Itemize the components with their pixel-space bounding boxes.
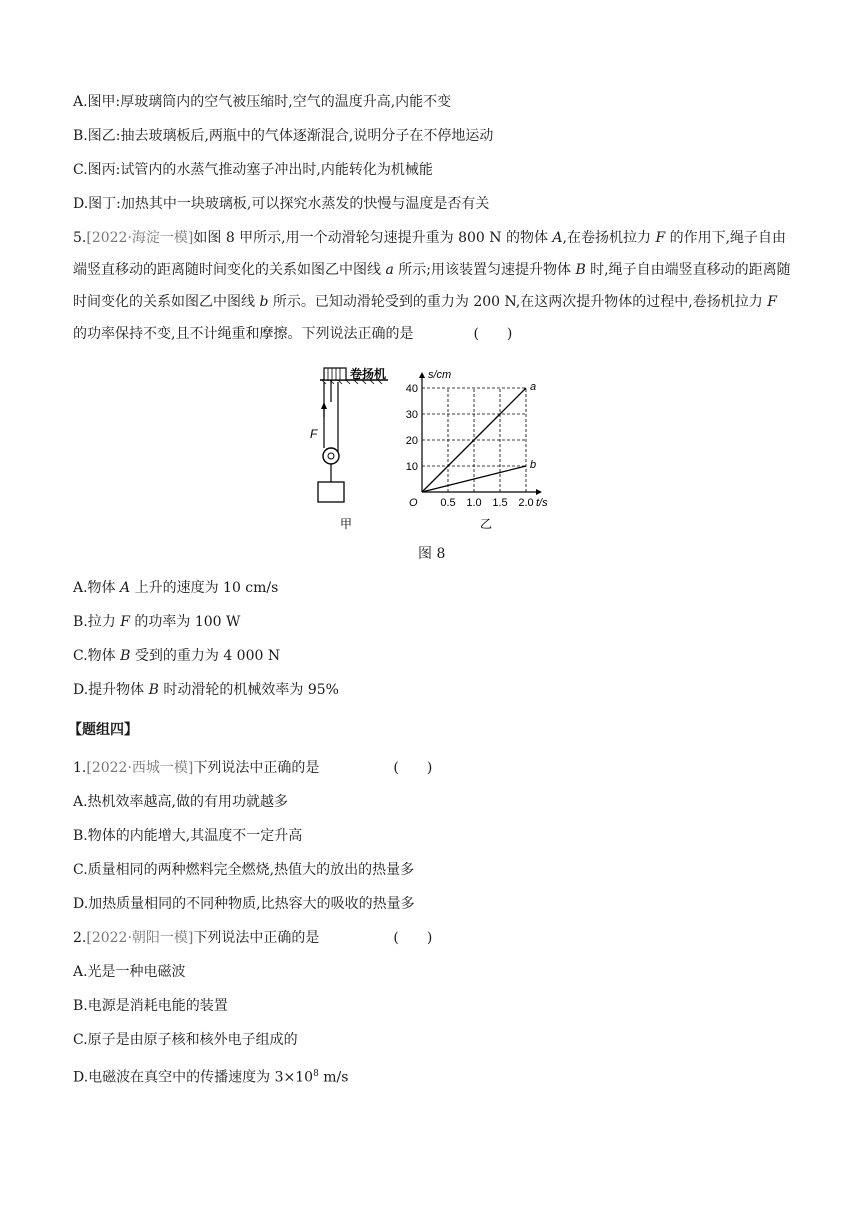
load-block <box>318 482 344 502</box>
g4-q1-source: [2022·西城一模] <box>86 760 194 776</box>
q5-text-7: 的功率保持不变,且不计绳重和摩擦。下列说法正确的是 <box>73 326 414 342</box>
x-tick-label: 2.0 <box>518 497 534 509</box>
g4-q2-option-b: B.电源是消耗电能的装置 <box>73 998 228 1014</box>
force-arrow <box>321 402 327 409</box>
q5-option-a <box>73 578 278 598</box>
force-label: F <box>310 427 318 441</box>
q5-text-5: 时,绳子自由端竖直移动的距离随时间变化的关系如图乙中图线 <box>73 262 791 310</box>
st-graph <box>406 369 548 531</box>
g4-q1-number: 1. <box>73 760 87 776</box>
g4-q2-option-a: A.光是一种电磁波 <box>73 964 186 980</box>
y-axis-label: s/cm <box>428 369 452 381</box>
q5-option-d-pre: D.提升物体 <box>73 682 149 698</box>
x-tick-label: 1.5 <box>492 497 508 509</box>
q5-option-c-post: 受到的重力为 4 000 N <box>130 648 281 664</box>
g4-q2-option-d-post: m/s <box>318 1069 349 1086</box>
q5-option-a-post: 上升的速度为 10 cm/s <box>130 580 279 596</box>
g4-q2-stem <box>73 928 432 948</box>
winch-drum <box>324 368 346 380</box>
q5-text-1: 如图 8 甲所示,用一个动滑轮匀速提升重为 800 N 的物体 <box>193 230 553 246</box>
g4-q1-text: 下列说法中正确的是 <box>193 760 320 776</box>
g4-q1-stem <box>73 758 432 778</box>
q5-option-b <box>73 612 240 632</box>
g4-q2-option-d <box>73 1064 348 1088</box>
g4-q2-option-d-exponent: 8 <box>313 1069 319 1079</box>
q5-option-b-pre: B.拉力 <box>73 614 121 630</box>
series-label-b: b <box>530 459 537 471</box>
q5-option-c-pre: C.物体 <box>73 648 121 664</box>
g4-q2-source: [2022·朝阳一模] <box>86 930 194 946</box>
g4-q1-option-b: B.物体的内能增大,其温度不一定升高 <box>73 828 303 844</box>
q5-var-F2: F <box>767 294 777 310</box>
figure-caption: 图 8 <box>418 546 446 562</box>
g4-q1-answer-paren: ( ) <box>393 760 433 776</box>
subfig-label-yi: 乙 <box>480 517 493 531</box>
q5-option-b-var: F <box>120 614 130 630</box>
q5-option-c <box>73 646 280 666</box>
group-header: 【题组四】 <box>68 722 138 738</box>
y-axis-arrow <box>419 372 425 378</box>
g4-q1-option-d: D.加热质量相同的不同种物质,比热容大的吸收的热量多 <box>73 896 415 912</box>
y-tick-label: 30 <box>405 409 418 421</box>
prev-option-c: C.图丙:试管内的水蒸气推动塞子冲出时,内能转化为机械能 <box>73 162 433 178</box>
q5-option-a-var: A <box>120 580 131 596</box>
subfig-label-jia: 甲 <box>340 517 353 531</box>
q5-option-d-var: B <box>148 682 159 698</box>
g4-q2-option-c: C.原子是由原子核和核外电子组成的 <box>73 1032 298 1048</box>
g4-q2-text: 下列说法中正确的是 <box>193 930 320 946</box>
y-tick-label: 10 <box>405 461 418 473</box>
q5-number: 5. <box>73 230 87 246</box>
g4-q2-answer-paren: ( ) <box>393 930 433 946</box>
q5-text-2: ,在卷扬机拉力 <box>562 230 656 246</box>
movable-pulley <box>323 448 339 464</box>
pulley-apparatus <box>310 366 388 531</box>
figure-8 <box>300 362 570 534</box>
q5-source: [2022·海淀一模] <box>86 230 194 246</box>
y-tick-label: 20 <box>405 435 418 447</box>
q5-option-a-pre: A.物体 <box>73 580 121 596</box>
x-axis-label: t/s <box>536 497 548 509</box>
q5-answer-paren: ( ) <box>473 326 513 342</box>
g4-q1-option-c: C.质量相同的两种燃料完全燃烧,热值大的放出的热量多 <box>73 862 415 878</box>
prev-option-a: A.图甲:厚玻璃筒内的空气被压缩时,空气的温度升高,内能不变 <box>73 94 452 110</box>
q5-option-d-post: 时动滑轮的机械效率为 95% <box>158 682 339 698</box>
q5-option-d <box>73 680 339 700</box>
q5-var-b: b <box>259 294 269 310</box>
winch-label: 卷扬机 <box>350 367 387 381</box>
prev-option-b: B.图乙:抽去玻璃板后,两瓶中的气体逐渐混合,说明分子在不停地运动 <box>73 128 494 144</box>
g4-q1-option-a: A.热机效率越高,做的有用功就越多 <box>73 794 289 810</box>
prev-option-d: D.图丁:加热其中一块玻璃板,可以探究水蒸发的快慢与温度是否有关 <box>73 196 490 212</box>
q5-option-b-post: 的功率为 100 W <box>129 614 241 630</box>
y-tick-label: 40 <box>405 383 418 395</box>
origin-label: O <box>409 497 418 509</box>
q5-stem <box>73 222 793 350</box>
x-tick-label: 1.0 <box>466 497 482 509</box>
q5-text-3: 的作用下,绳子自由端竖直移动的距离随时间变化的关系如图乙中图线 <box>73 230 787 278</box>
x-axis-arrow <box>536 489 542 495</box>
q5-var-B: B <box>575 262 586 278</box>
q5-option-c-var: B <box>120 648 131 664</box>
q5-var-A: A <box>552 230 563 246</box>
g4-q2-option-d-pre: D.电磁波在真空中的传播速度为 3×10 <box>73 1069 314 1086</box>
q5-text-6: 所示。已知动滑轮受到的重力为 200 N,在这两次提升物体的过程中,卷扬机拉力 <box>268 294 768 310</box>
q5-text-4: 所示;用该装置匀速提升物体 <box>393 262 576 278</box>
series-label-a: a <box>530 381 537 393</box>
q5-var-F: F <box>655 230 666 246</box>
q5-var-a: a <box>385 262 394 278</box>
x-tick-label: 0.5 <box>440 497 456 509</box>
g4-q2-number: 2. <box>73 930 87 946</box>
